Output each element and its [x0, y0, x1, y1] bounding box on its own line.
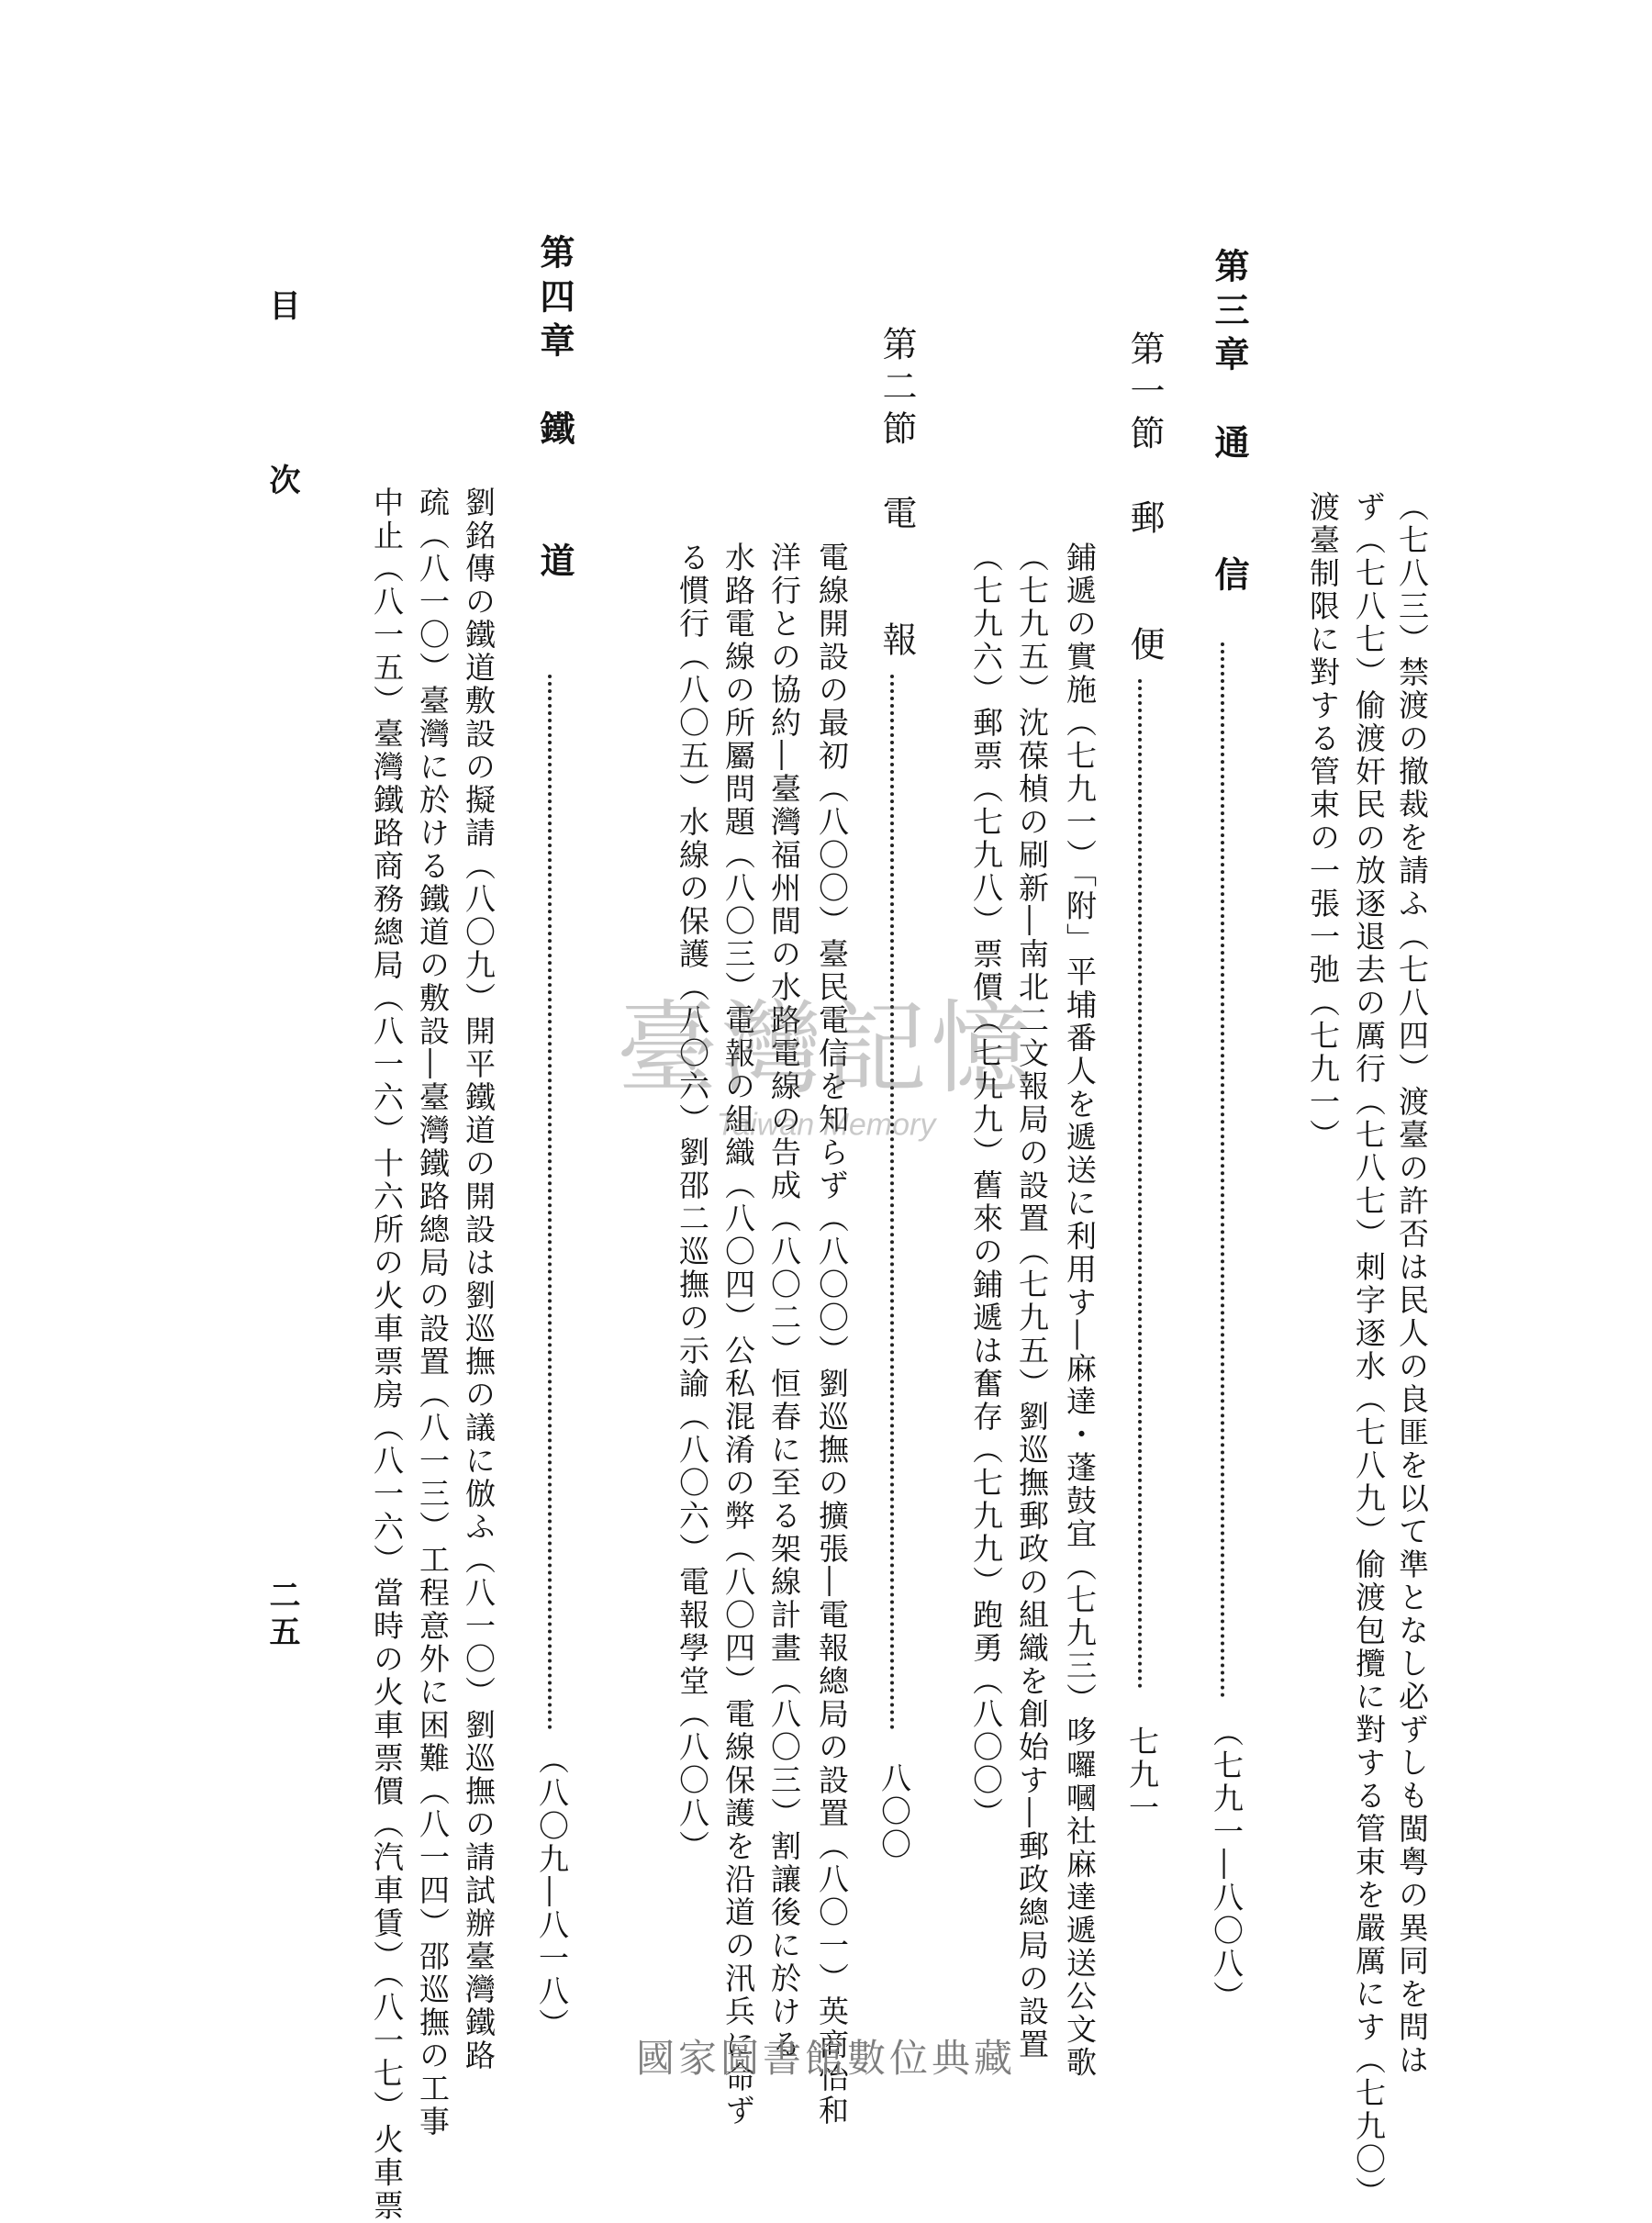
toc-line-1: （七八三）禁渡の撤裁を請ふ（七八四）渡臺の許否は民人の良匪を以て準となし必ずしも閩粤の異同を問は — [1394, 491, 1430, 2077]
toc-line-12: 水路電線の所屬問題（八〇三）電報の組織（八〇四）公私混淆の弊（八〇四）電線保護を沿道の汛兵に命ず — [720, 542, 756, 2128]
toc-line-17: 中止（八一五）臺灣鐵路商務總局（八一六）十六所の火車票房（八一六）當時の火車票價（汽車賃）（八一七）火車票 — [369, 486, 405, 2223]
section-2-page: 八〇〇 — [876, 1762, 912, 1861]
chapter-4-page-range: （八〇九―八一八） — [534, 1744, 570, 2041]
toc-leader-ch3 — [1221, 642, 1224, 1698]
toc-line-16: 疏（八一〇）臺灣に於ける鐵道の敷設―臺灣鐵路總局の設置（八一三）工程意外に困難（八一四）邵巡撫の工事 — [415, 486, 451, 2139]
toc-leader-sec2 — [890, 675, 894, 1730]
running-head: 目 次 — [263, 289, 300, 498]
section-1-title: 第一節 郵 便 — [1124, 330, 1165, 668]
toc-line-2: ず（七八七）偷渡奸民の放逐退去の厲行（七八七）刺字逐水（七八九）偷渡包攬に對する管束を嚴厲にす（七九〇） — [1351, 491, 1387, 2209]
chapter-4-title: 第四章 鐵 道 — [534, 234, 575, 586]
toc-line-8: （七九六）郵票（七九八）票價（七九九）舊來の鋪遞は奮存（七九九）跑勇（八〇〇） — [968, 542, 1004, 1830]
toc-line-10: 電線開設の最初（八〇〇）臺民電信を知らず（八〇〇）劉巡撫の擴張―電報總局の設置（八〇一）英商怡和 — [814, 542, 850, 2128]
toc-line-13: る慣行（八〇五）水線の保護（八〇六）劉邵二巡撫の示諭（八〇六）電報學堂（八〇八） — [675, 542, 710, 1863]
footer-archive-label: 國家圖書館數位典藏 — [635, 2036, 1016, 2081]
toc-line-11: 洋行との協約―臺灣福州間の水路電線の告成（八〇二）恒春に至る架線計畫（八〇三）割讓後に於ける — [766, 542, 802, 2061]
toc-leader-ch4 — [548, 675, 552, 1730]
toc-line-15: 劉銘傳の鐵道敷設の擬請（八〇九）開平鐵道の開設は劉巡撫の議に倣ふ（八一〇）劉巡撫の請試辦臺灣鐵路 — [461, 486, 497, 2072]
toc-line-3: 渡臺制限に對する管束の一張一弛（七九一） — [1305, 491, 1341, 1152]
watermark-sub-text: Taiwan Memory — [716, 1107, 936, 1143]
chapter-3-title: 第三章 通 信 — [1209, 248, 1250, 600]
page-number: 二五 — [263, 1579, 300, 1652]
section-2-title: 第二節 電 報 — [876, 326, 917, 664]
chapter-3-page-range: （七九一―八〇八） — [1209, 1716, 1245, 2014]
section-1-page: 七九一 — [1124, 1726, 1160, 1825]
watermark-main-text: 臺灣記憶 — [617, 989, 1035, 1108]
toc-line-6: 鋪遞の實施（七九一）「附」平埔番人を遞送に利用す―麻達・蓬鼓宜（七九三）哆囉嘓社麻達遞送公文歌 — [1062, 542, 1098, 2080]
toc-leader-sec1 — [1138, 679, 1142, 1689]
toc-line-7: （七九五）沈葆楨の刷新―南北二文報局の設置（七九五）劉巡撫郵政の組織を創始す―郵政總局の設置 — [1014, 542, 1050, 2061]
